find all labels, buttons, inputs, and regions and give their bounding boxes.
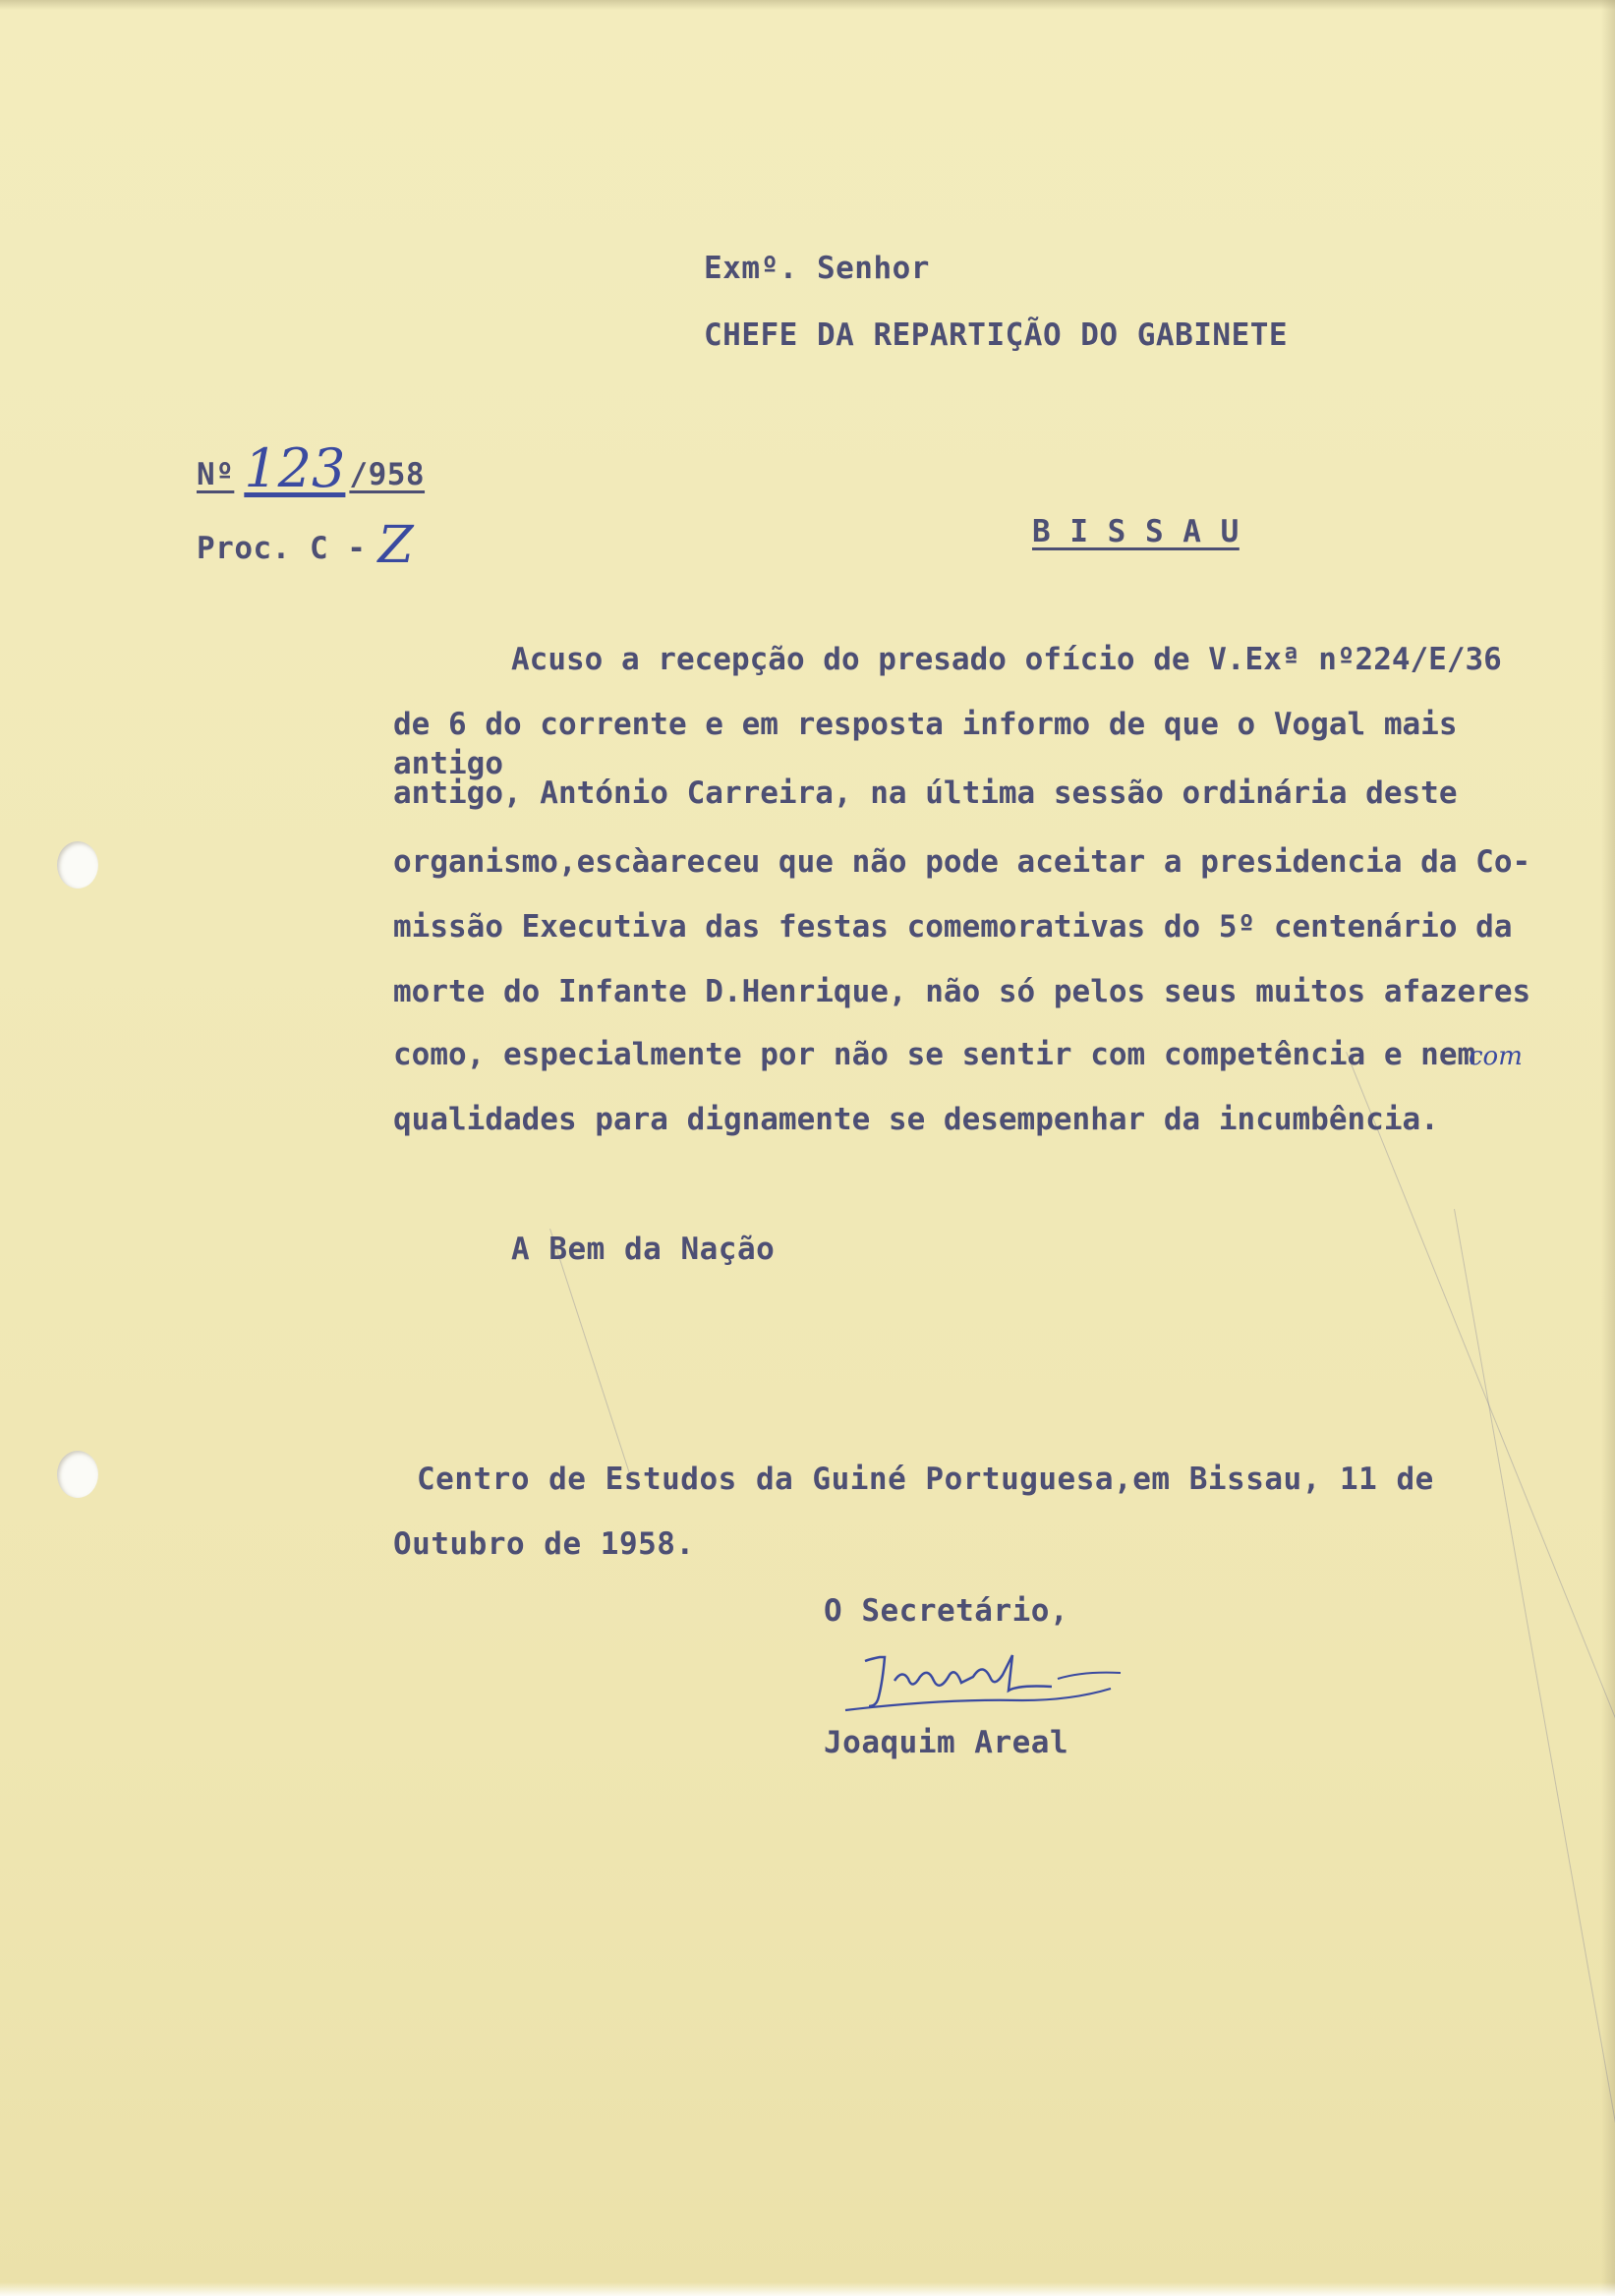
process-label: Proc. C - [197,531,367,566]
body-line: antigo [393,746,503,781]
reference-number [197,437,426,499]
signature [826,1641,1160,1730]
addressee-salutation: Exmº. Senhor [704,251,930,286]
reference-suffix: /958 [349,457,426,492]
process-reference [197,516,414,575]
reference-handwritten-number: 123 [244,437,346,499]
process-handwritten-code: Z [377,516,414,575]
paper-right-edge [1601,0,1615,2296]
body-line: morte do Infante D.Henrique, não só pelos seus muitos afazeres [393,974,1531,1009]
paper-bottom-edge [0,2282,1615,2296]
pencil-mark [1454,1209,1615,2225]
handwritten-insert: com [1469,1042,1523,1071]
closing-formula: A Bem da Nação [511,1232,776,1267]
body-line: antigo, António Carreira, na última sessão ordinária deste [393,775,1458,811]
pencil-mark [1346,1052,1615,2191]
body-line: Acuso a recepção do presado ofício de V.Exª nº224/E/36 [511,642,1502,677]
signer-name: Joaquim Areal [824,1725,1069,1760]
city: B I S S A U [1032,514,1240,549]
body-line: de 6 do corrente e em resposta informo de que o Vogal mais [393,707,1458,742]
body-line: qualidades para dignamente se desempenhar da incumbência. [393,1102,1439,1137]
body-line: organismo,escàareceu que não pode aceitar a presidencia da Co- [393,844,1531,880]
body-line: como, especialmente por não se sentir com competência e nem [393,1037,1476,1072]
punch-hole-upper [57,841,98,889]
place-date-line1: Centro de Estudos da Guiné Portuguesa,em Bissau, 11 de [417,1462,1434,1497]
punch-hole-lower [57,1451,98,1498]
addressee-title: CHEFE DA REPARTIÇÃO DO GABINETE [704,317,1289,353]
reference-prefix: Nº [197,457,235,492]
body-line: missão Executiva das festas comemorativas do 5º centenário da [393,909,1513,945]
signer-role: O Secretário, [824,1593,1069,1629]
paper-top-edge [0,0,1615,10]
place-date-line2: Outubro de 1958. [393,1526,695,1562]
